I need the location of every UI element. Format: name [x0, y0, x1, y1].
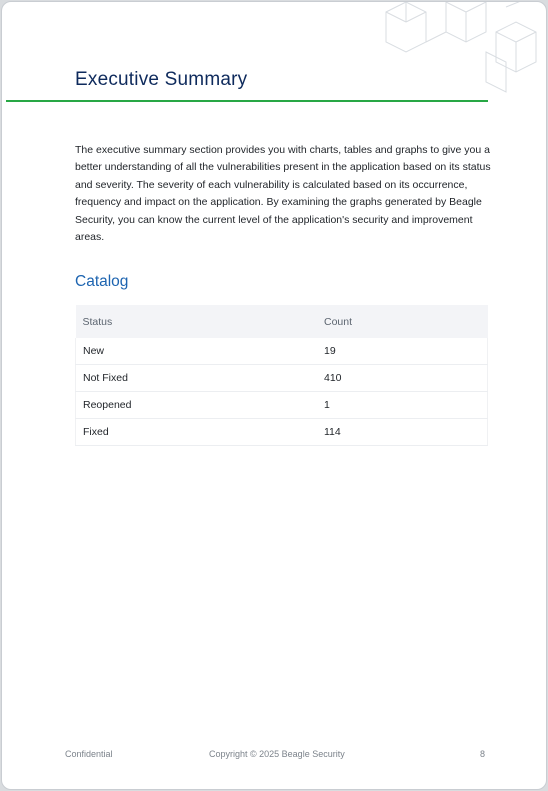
catalog-heading: Catalog: [75, 273, 129, 290]
count-cell: 114: [317, 419, 488, 446]
status-cell: Fixed: [76, 419, 318, 446]
table-row: [76, 338, 488, 365]
page-number: 8: [480, 749, 486, 759]
page-footer: [2, 749, 546, 763]
intro-paragraph: The executive summary section provides you with charts, tables and graphs to give you a better understanding of all the vulnerabilities present in the application based on its status and severity. The severity of each vulnerability is calculated based on its occurrence, frequency and impact on the application. By examining the graphs generated by Beagle Security, you can know the current level of the application's security and improvement areas.: [75, 144, 491, 244]
copyright-text: Copyright © 2025 Beagle Security: [209, 749, 345, 759]
page-title: Executive Summary: [75, 69, 248, 90]
status-cell: Reopened: [76, 392, 318, 419]
confidential-label: Confidential: [65, 749, 113, 759]
count-cell: 1: [317, 392, 488, 419]
status-cell: New: [76, 338, 318, 365]
title-divider: [6, 100, 488, 102]
column-header-count: Count: [317, 305, 488, 338]
table-row: [76, 392, 488, 419]
table-header-row: [76, 305, 488, 338]
decorative-cube-pattern: [346, 2, 546, 102]
count-cell: 19: [317, 338, 488, 365]
column-header-status: Status: [76, 305, 318, 338]
status-cell: Not Fixed: [76, 365, 318, 392]
document-page: [1, 1, 547, 790]
table-row: [76, 365, 488, 392]
catalog-table: [75, 305, 488, 446]
count-cell: 410: [317, 365, 488, 392]
table-row: [76, 419, 488, 446]
